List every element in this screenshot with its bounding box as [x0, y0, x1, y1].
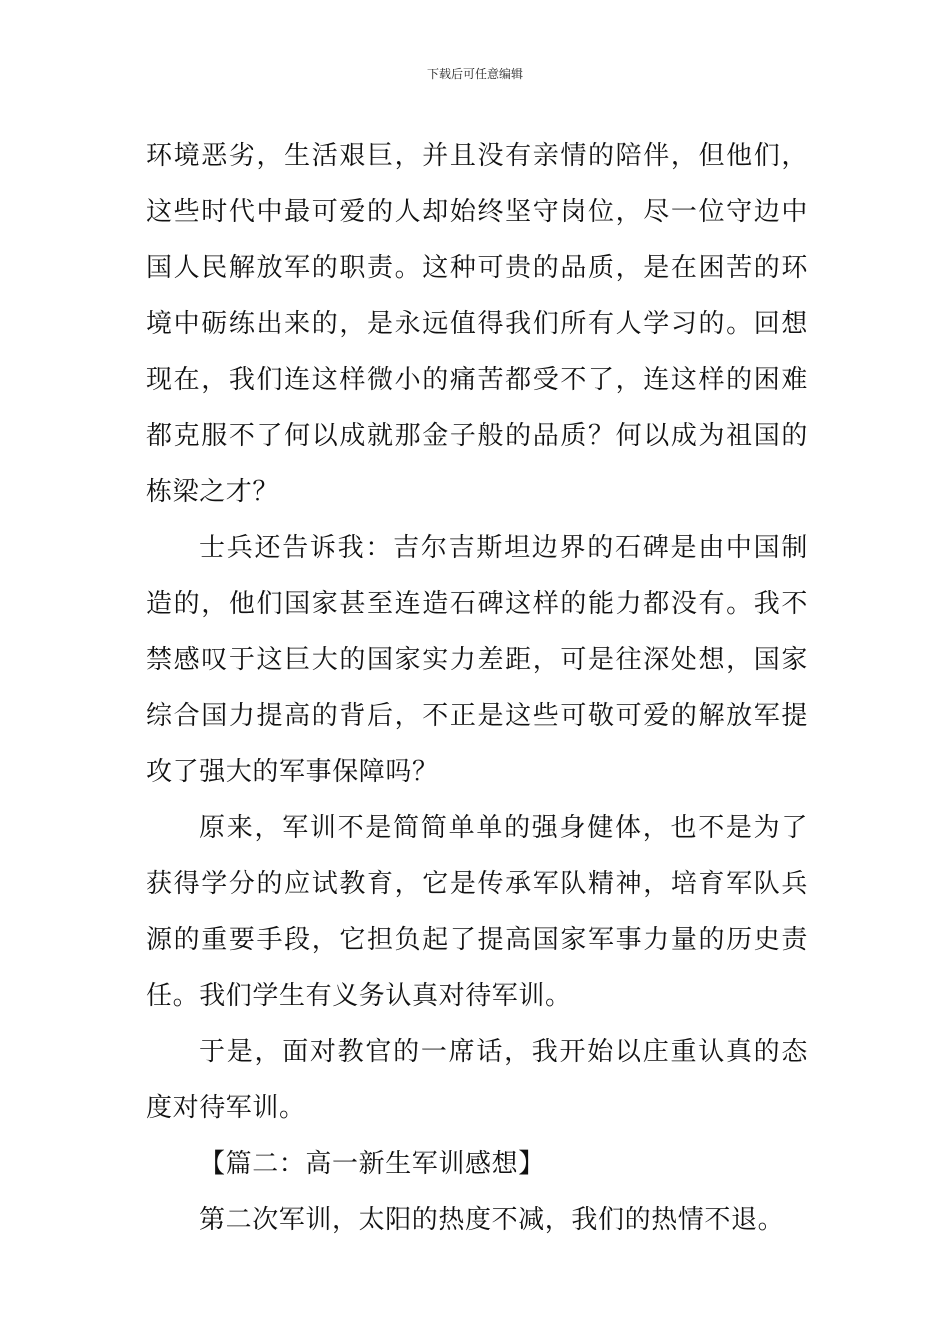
- paragraph-1: 环境恶劣，生活艰巨，并且没有亲情的陪伴，但他们，这些时代中最可爱的人却始终坚守岗位，尽一位守边中国人民解放军的职责。这种可贵的品质，是在困苦的环境中砺练出来的，是永远值得我们所有人学习的。回想现在，我们连这样微小的痛苦都受不了，连这样的困难都克服不了何以成就那金子般的品质？何以成为祖国的栋梁之才？: [146, 141, 808, 507]
- paragraph-2: 士兵还告诉我：吉尔吉斯坦边界的石碑是由中国制造的，他们国家甚至连造石碑这样的能力都没有。我不禁感叹于这巨大的国家实力差距，可是往深处想，国家综合国力提高的背后，不正是这些可敬可爱的解放军提攻了强大的军事保障吗？: [146, 533, 808, 787]
- paragraph-4: 于是，面对教官的一席话，我开始以庄重认真的态度对待军训。: [146, 1037, 808, 1123]
- paragraph-5: 第二次军训，太阳的热度不减，我们的热情不退。: [199, 1205, 785, 1235]
- paragraph-3: 原来，军训不是简简单单的强身健体，也不是为了获得学分的应试教育，它是传承军队精神，培育军队兵源的重要手段，它担负起了提高国家军事力量的历史责任。我们学生有义务认真对待军训。: [146, 813, 808, 1011]
- section-heading: 【篇二：高一新生军训感想】: [199, 1149, 545, 1179]
- document-body: [146, 128, 808, 1248]
- page-header: 下载后可任意编辑: [426, 67, 523, 81]
